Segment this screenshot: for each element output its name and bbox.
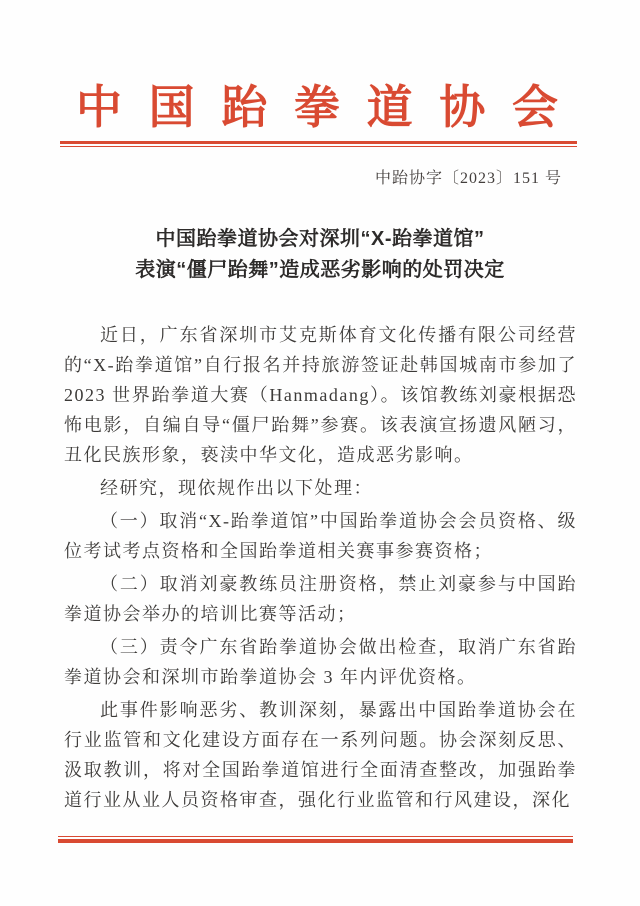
document-title-line1: 中国跆拳道协会对深圳“X-跆拳道馆” bbox=[155, 228, 485, 250]
letterhead-divider-line bbox=[60, 141, 577, 147]
doc-paragraph-reflection: 此事件影响恶劣、教训深刻，暴露出中国跆拳道协会在行业监管和文化建设方面存在一系列问题。协会深刻反思、汲取教训，将对全国跆拳道馆进行全面清查整改，加强跆拳道行业从业人员资格审查，强化行业监管和行风建设，深化 bbox=[64, 700, 577, 810]
doc-paragraph-intro: 近日，广东省深圳市艾克斯体育文化传播有限公司经营的“X-跆拳道馆”自行报名并持旅游签证赴韩国城南市参加了 2023 世界跆拳道大赛（Hanmadang）。该馆教练刘豪根据恐怖电影，自编自导“僵尸跆舞”参赛。该表演宣扬遗风陋习，丑化民族形象，亵渎中华文化，造成恶劣影响。 bbox=[64, 325, 577, 465]
document-number: 中跆协字〔2023〕151 号 bbox=[374, 170, 562, 187]
doc-paragraph-decision-lead: 经研究，现依规作出以下处理： bbox=[100, 478, 373, 498]
document-title bbox=[0, 224, 640, 286]
doc-paragraph-item-2: （二）取消刘豪教练员注册资格，禁止刘豪参与中国跆拳道协会举办的培训比赛等活动； bbox=[64, 574, 577, 624]
document-title-line2: 表演“僵尸跆舞”造成恶劣影响的处罚决定 bbox=[135, 259, 505, 281]
letterhead-org-name: 中国跆拳道协会 bbox=[76, 82, 558, 133]
doc-paragraph-item-3: （三）责令广东省跆拳道协会做出检查，取消广东省跆拳道协会和深圳市跆拳道协会 3 年内评优资格。 bbox=[64, 637, 577, 687]
document-body bbox=[64, 320, 577, 818]
doc-paragraph-item-1: （一）取消“X-跆拳道馆”中国跆拳道协会会员资格、级位考试考点资格和全国跆拳道相关赛事参赛资格； bbox=[64, 511, 577, 561]
footer-divider-line bbox=[58, 836, 573, 843]
